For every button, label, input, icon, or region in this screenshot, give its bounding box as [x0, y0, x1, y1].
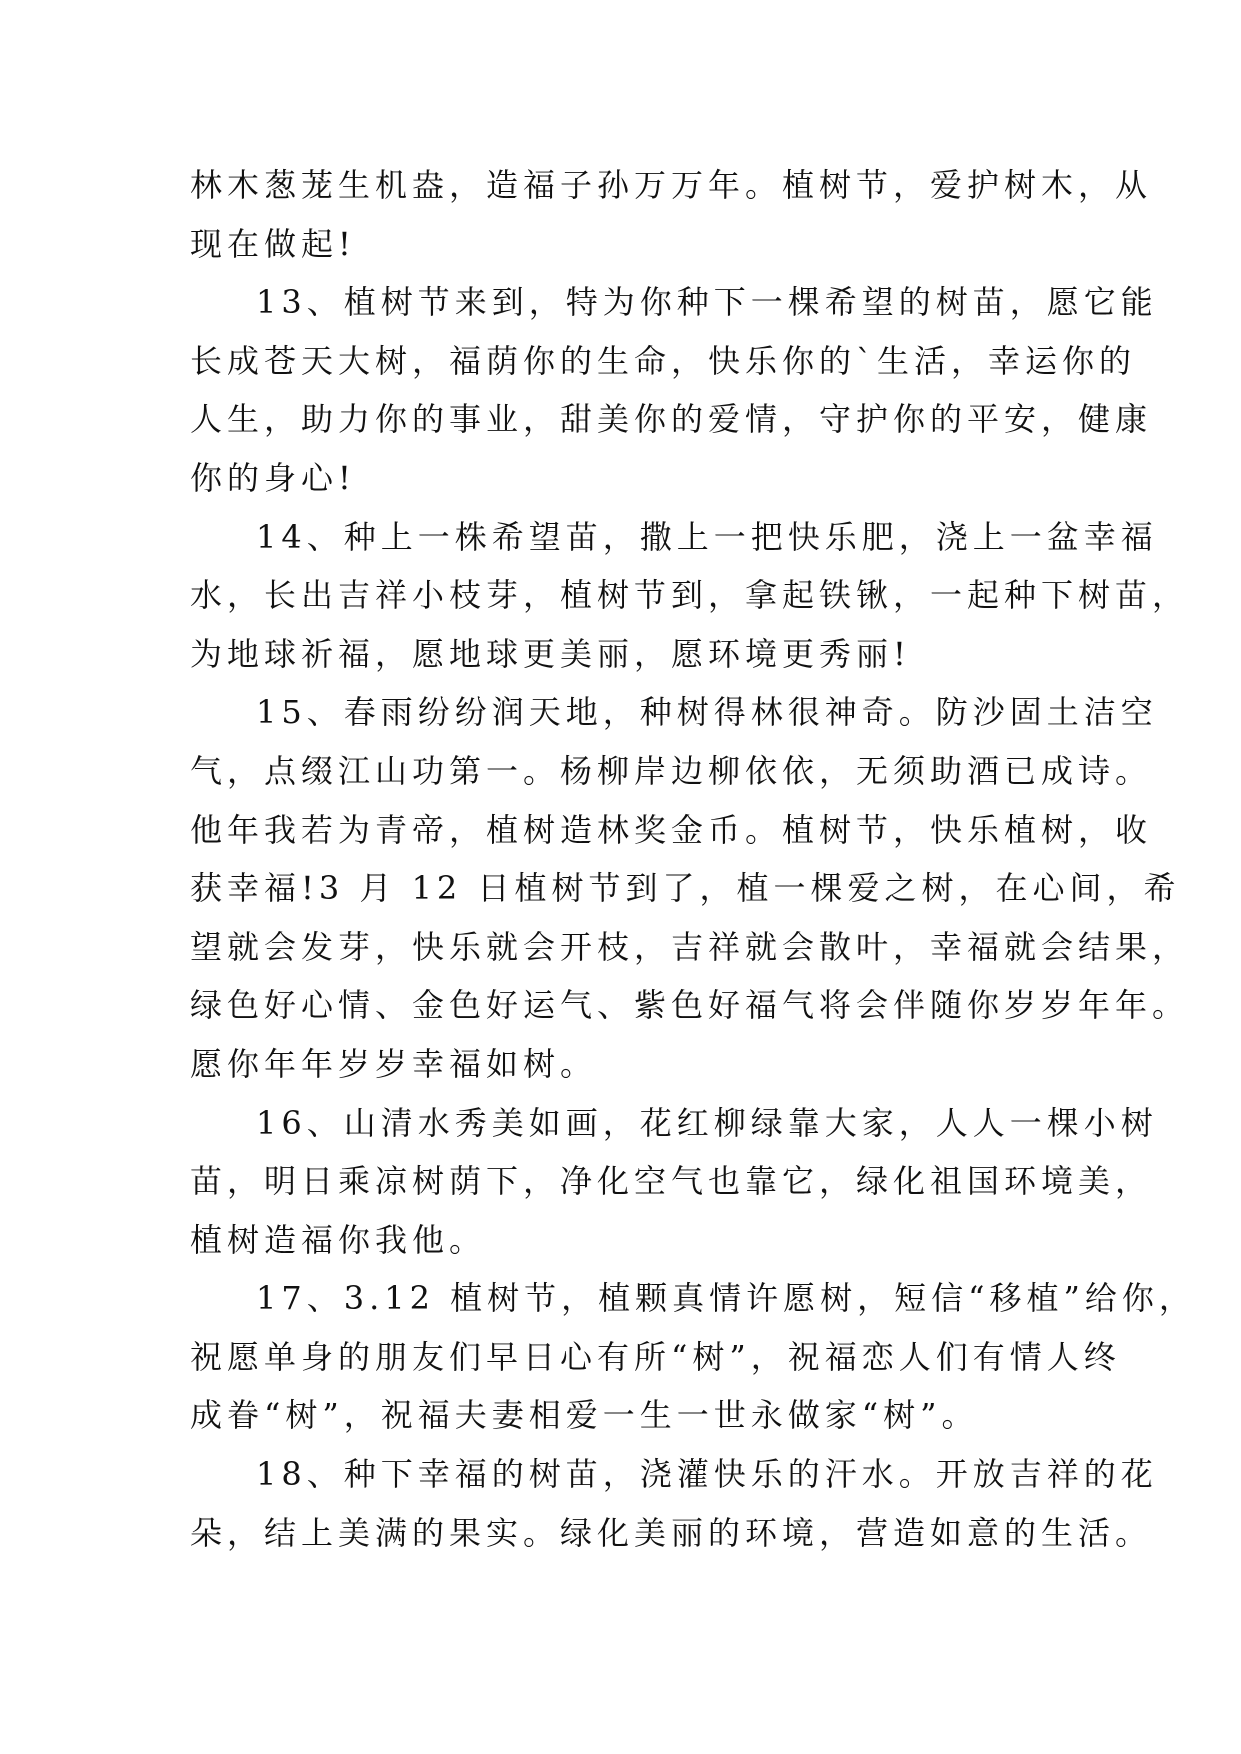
text-line: 为地球祈福，愿地球更美丽，愿环境更秀丽! [190, 634, 911, 673]
paragraph-16-start: 16、山清水秀美如画，花红柳绿靠大家，人人一棵小树 [256, 1103, 1158, 1142]
text-line: 祝愿单身的朋友们早日心有所“树”，祝福恋人们有情人终 [190, 1337, 1121, 1376]
paragraph-13-start: 13、植树节来到，特为你种下一棵希望的树苗，愿它能 [256, 283, 1158, 322]
text-line: 绿色好心情、金色好运气、紫色好福气将会伴随你岁岁年年。 [190, 986, 1190, 1025]
text-line: 望就会发芽，快乐就会开枝，吉祥就会散叶，幸福就会结果， [190, 927, 1190, 966]
body-text [190, 156, 1196, 1562]
paragraph-17-start: 17、3.12 植树节，植颗真情许愿树，短信“移植”给你， [256, 1279, 1196, 1318]
text-line: 植树造福你我他。 [190, 1220, 487, 1259]
text-line: 长成苍天大树，福荫你的生命，快乐你的`生活，幸运你的 [190, 341, 1137, 380]
text-line: 你的身心! [190, 458, 356, 497]
text-line: 苗，明日乘凉树荫下，净化空气也靠它，绿化祖国环境美， [190, 1162, 1153, 1201]
text-line: 愿你年年岁岁幸福如树。 [190, 1044, 598, 1083]
text-line: 他年我若为青帝，植树造林奖金币。植树节，快乐植树，收 [190, 810, 1153, 849]
text-line: 人生，助力你的事业，甜美你的爱情，守护你的平安，健康 [190, 400, 1153, 439]
text-line: 成眷“树”，祝福夫妻相爱一生一世永做家“树”。 [190, 1396, 979, 1435]
text-line: 林木葱茏生机盎，造福子孙万万年。植树节，爱护树木，从 [190, 166, 1153, 204]
text-line: 朵，结上美满的果实。绿化美丽的环境，营造如意的生活。 [190, 1513, 1153, 1552]
text-line: 现在做起! [190, 224, 356, 263]
paragraph-14-start: 14、种上一株希望苗，撒上一把快乐肥，浇上一盆幸福 [256, 517, 1158, 556]
paragraph-15-start: 15、春雨纷纷润天地，种树得林很神奇。防沙固土洁空 [256, 693, 1158, 732]
text-line: 获幸福!3 月 12 日植树节到了，植一棵爱之树，在心间，希 [190, 869, 1181, 908]
text-line: 水，长出吉祥小枝芽，植树节到，拿起铁锹，一起种下树苗， [190, 576, 1190, 615]
text-line: 气，点缀江山功第一。杨柳岸边柳依依，无须助酒已成诗。 [190, 751, 1153, 790]
paragraph-18-start: 18、种下幸福的树苗，浇灌快乐的汗水。开放吉祥的花 [256, 1455, 1158, 1494]
